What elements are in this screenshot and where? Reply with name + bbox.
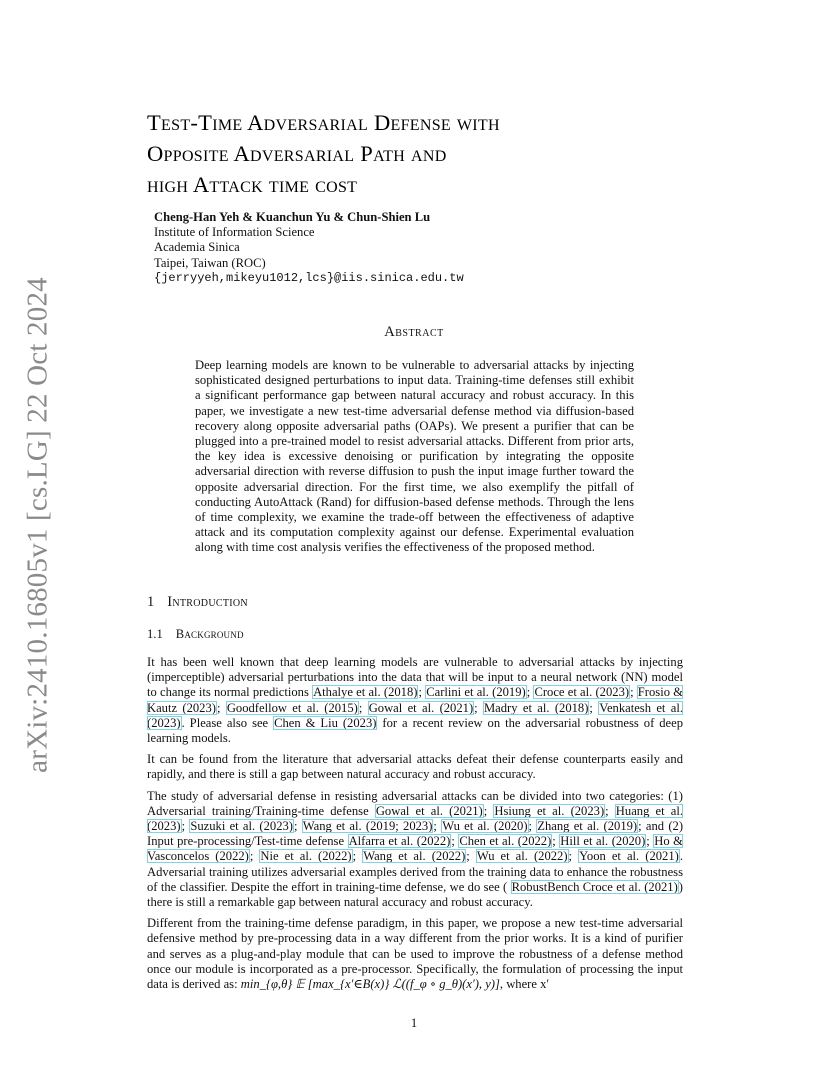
- text-run: ; and (2) Input pre-processing/Test-time defense: [147, 819, 684, 849]
- text-run: ;: [249, 849, 260, 864]
- citation-link[interactable]: Nie et al. (2022): [260, 849, 352, 864]
- author-block: [154, 210, 674, 286]
- text-run: ;: [474, 700, 483, 715]
- text-run: Different from the training-time defense paradigm, in this paper, we propose a new test-time adversarial defensive method by pre-processing data in a way different from the prior works. It is a kind of purifier and serves as a plug-and-play module that can be used to improve the robustness of a defense method once our module is incorporated as a pre-processor. Specifically, the formulation of processing the input data is derived as:: [147, 916, 683, 992]
- author-names: Cheng-Han Yeh & Kuanchun Yu & Chun-Shien Lu: [154, 210, 431, 224]
- text-run: ;: [293, 819, 302, 834]
- author-email[interactable]: {jerryyeh,mikeyu1012,lcs}@iis.sinica.edu.tw: [154, 270, 464, 285]
- text-run: ;: [630, 685, 637, 700]
- math-expression: min_{φ,θ} 𝔼 [max_{x′∈B(x)} ℒ((f_φ ∘ g_θ)(x′), y)]: [240, 977, 500, 992]
- citation-link[interactable]: Yoon et al. (2021): [579, 849, 679, 864]
- citation-link[interactable]: Goodfellow et al. (2015): [226, 700, 358, 715]
- arxiv-identifier: [18, 277, 58, 773]
- text-run: ;: [216, 700, 226, 715]
- citation-link[interactable]: Suzuki et al. (2023): [190, 819, 293, 834]
- citation-link[interactable]: Wu et al. (2020): [442, 819, 528, 834]
- text-run: ;: [605, 803, 615, 818]
- citation-link[interactable]: Zhang et al. (2019): [537, 819, 638, 834]
- subsection-number: 1.1: [147, 627, 163, 641]
- citation-link[interactable]: Huang et al. (2023): [147, 803, 683, 834]
- text-run: ;: [451, 834, 459, 849]
- text-run: ;: [568, 849, 579, 864]
- citation-link[interactable]: Chen et al. (2022): [459, 834, 552, 849]
- text-run: ;: [552, 834, 560, 849]
- text-run: for a recent review on the adversarial robustness of deep learning models.: [147, 715, 683, 746]
- title-line: high Attack time cost: [147, 172, 358, 197]
- affiliation-line: Academia Sinica: [154, 240, 240, 255]
- text-run: ;: [181, 819, 190, 834]
- text-run: ;: [418, 685, 426, 700]
- text-run: ;: [646, 834, 654, 849]
- text-run: ;: [528, 819, 537, 834]
- citation-link[interactable]: Carlini et al. (2019): [426, 685, 526, 700]
- text-run: It has been well known that deep learning models are vulnerable to adversarial attacks by injecting (imperceptible) adversarial perturbations into the data that will be input to a neural network (NN) model to change its normal predictions: [147, 655, 683, 700]
- affiliation-line: Institute of Information Science: [154, 225, 315, 240]
- body-paragraph: [147, 655, 683, 746]
- citation-link[interactable]: Gowal et al. (2021): [368, 700, 474, 715]
- text-run: ;: [358, 700, 368, 715]
- body-paragraph: [147, 916, 683, 992]
- text-run: . Please also see: [181, 715, 274, 730]
- section-heading: [147, 594, 248, 611]
- title-line: Opposite Adversarial Path and: [147, 141, 447, 166]
- body-paragraph: [147, 752, 683, 782]
- citation-link[interactable]: RobustBench Croce et al. (2021): [511, 879, 678, 894]
- citation-link[interactable]: Frosio & Kautz (2023): [147, 685, 683, 715]
- page-number: 1: [410, 1016, 418, 1030]
- text-run: . Adversarial training utilizes adversarial examples derived from the training data to enhance the robustness of the classifier. Despite the effort in training-time defense, we do see (: [147, 849, 683, 894]
- text-run: , where x′: [499, 977, 550, 992]
- text-run: ;: [433, 819, 442, 834]
- title-line: Test-Time Adversarial Defense with: [147, 110, 500, 135]
- text-run: It can be found from the literature that adversarial attacks defeat their defense counterparts easily and rapidly, and there is still a gap between natural accuracy and robust accuracy.: [147, 752, 683, 782]
- text-run: ;: [589, 700, 599, 715]
- text-run: ;: [352, 849, 363, 864]
- citation-link[interactable]: Hsiung et al. (2023): [494, 803, 605, 818]
- subsection-title: Background: [175, 627, 244, 641]
- abstract-heading: Abstract: [384, 324, 444, 340]
- citation-link[interactable]: Wu et al. (2022): [476, 849, 568, 864]
- citation-link[interactable]: Hill et al. (2020): [560, 834, 646, 849]
- text-run: ;: [466, 849, 476, 864]
- citation-link[interactable]: Ho & Vasconcelos (2022): [147, 834, 683, 864]
- paper-title: [147, 107, 707, 200]
- citation-link[interactable]: Gowal et al. (2021): [375, 803, 483, 818]
- citation-link[interactable]: Chen & Liu (2023): [274, 715, 377, 730]
- citation-link[interactable]: Wang et al. (2022): [363, 849, 466, 864]
- citation-link[interactable]: Madry et al. (2018): [483, 700, 589, 715]
- citation-link[interactable]: Venkatesh et al. (2023): [147, 700, 683, 730]
- text-run: ;: [526, 685, 534, 700]
- arxiv-identifier-text: arXiv:2410.16805v1 [cs.LG] 22 Oct 2024: [21, 277, 54, 773]
- citation-link[interactable]: Wang et al. (2019; 2023): [302, 819, 433, 834]
- citation-link[interactable]: Athalye et al. (2018): [313, 685, 418, 700]
- citation-link[interactable]: Alfarra et al. (2022): [348, 834, 451, 849]
- body-paragraph: [147, 789, 683, 911]
- text-run: ;: [483, 803, 494, 818]
- citation-link[interactable]: Croce et al. (2023): [534, 685, 630, 700]
- text-run: The study of adversarial defense in resisting adversarial attacks can be divided into two categories: (1) Adversarial training/Training-time defense: [147, 788, 683, 818]
- body-text: [147, 655, 683, 992]
- text-run: ) there is still a remarkable gap between natural accuracy and robust accuracy.: [147, 879, 683, 910]
- affiliation-line: Taipei, Taiwan (ROC): [154, 255, 266, 270]
- section-number: 1: [147, 594, 155, 610]
- abstract-text: Deep learning models are known to be vulnerable to adversarial attacks by injecting sophisticated designed perturbations to input data. Training-time defenses still exhibit a significant performance gap between natural accuracy and robust accuracy. In this paper, we investigate a new test-time adversarial defense method via diffusion-based recovery along opposite adversarial paths (OAPs). We present a purifier that can be plugged into a pre-trained model to resist adversarial attacks. Different from prior arts, the key idea is excessive denoising or purification by integrating the opposite adversarial direction with reverse diffusion to push the input image further toward the opposite adversarial direction. For the first time, we also exemplify the pitfall of conducting AutoAttack (Rand) for diffusion-based defense methods. Through the lens of time complexity, we examine the trade-off between the effectiveness of adaptive attack and its computation complexity against our defense. Experimental evaluation along with time cost analysis verifies the effectiveness of the proposed method.: [195, 358, 634, 555]
- subsection-heading: [147, 627, 244, 642]
- section-title: Introduction: [167, 594, 248, 610]
